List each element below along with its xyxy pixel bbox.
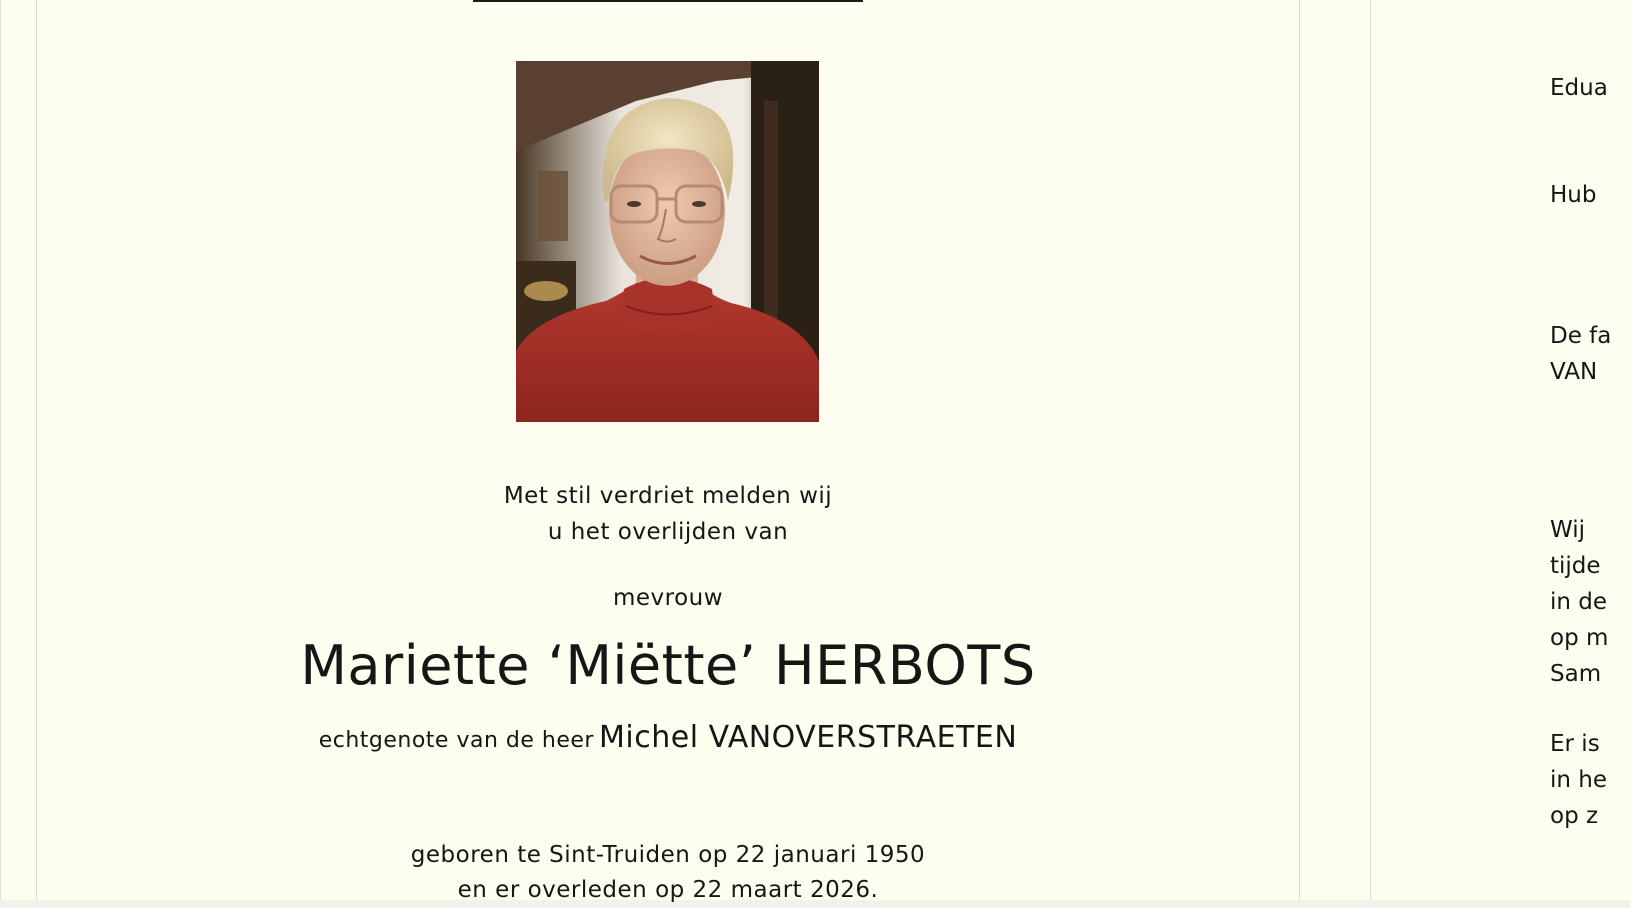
intro-line-1: Met stil verdriet melden wij (503, 483, 833, 509)
right-text-sam: Sam (1550, 661, 1602, 687)
death-line: en er overleden op 22 maart 2026. (457, 877, 879, 903)
right-page (1370, 0, 1631, 900)
right-text-van: VAN (1550, 359, 1598, 385)
salutation: mevrouw (612, 585, 724, 611)
viewer-edge-line (0, 0, 1, 900)
right-text-inde: in de (1550, 589, 1608, 615)
right-text-tijde: tijde (1550, 553, 1601, 579)
deceased-name: Mariette ‘Miëtte’ HERBOTS (300, 634, 1036, 697)
portrait-photo (516, 61, 819, 422)
spouse-name: Michel VANOVERSTRAETEN (599, 720, 1018, 755)
intro-line-2: u het overlijden van (547, 519, 789, 545)
announcement-intro (37, 478, 1299, 550)
right-text-eris: Er is (1550, 731, 1600, 757)
spouse-prefix: echtgenote van de heer (318, 728, 594, 753)
right-text-wij: Wij (1550, 517, 1586, 543)
right-text-inhe: in he (1550, 767, 1608, 793)
right-text-opz: op z (1550, 803, 1599, 829)
birth-death-details (37, 838, 1299, 908)
right-text-defa: De fa (1550, 323, 1612, 349)
left-page (36, 0, 1300, 903)
birth-line: geboren te Sint-Truiden op 22 januari 1950 (410, 842, 926, 868)
right-text-edua: Edua (1550, 75, 1608, 101)
right-text-opm: op m (1550, 625, 1609, 651)
spouse-line (37, 720, 1299, 755)
cut-off-top-line (37, 0, 1299, 9)
right-text-hub: Hub (1550, 182, 1597, 208)
